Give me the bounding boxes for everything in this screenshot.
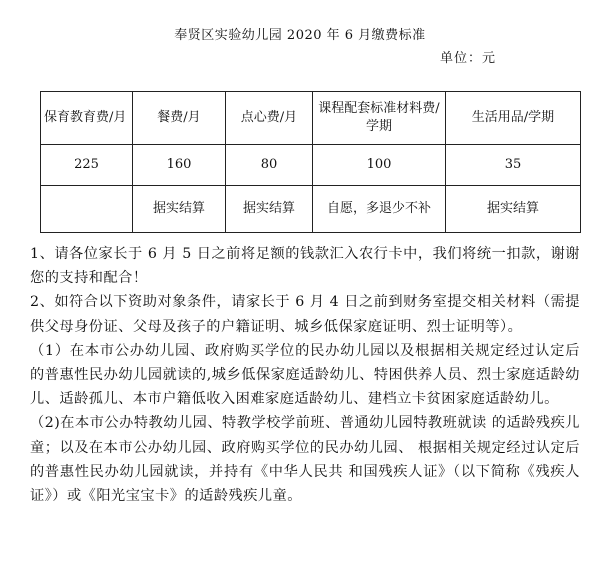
header-snack-fee: 点心费/月 <box>226 92 313 145</box>
table-row <box>41 186 581 233</box>
fee-table <box>40 91 581 233</box>
note-childcare-fee <box>41 186 133 233</box>
header-meal-fee: 餐费/月 <box>133 92 226 145</box>
value-meal-fee: 160 <box>133 145 226 186</box>
note-material-fee: 自愿，多退少不补 <box>313 186 446 233</box>
unit-label: 单位：元 <box>440 51 497 66</box>
header-material-fee: 课程配套标准材料费/学期 <box>313 92 446 145</box>
notes-section <box>30 242 580 508</box>
page-title: 奉贤区实验幼儿园 2020 年 6 月缴费标准 <box>174 28 426 43</box>
value-snack-fee: 80 <box>226 145 313 186</box>
note-meal-fee: 据实结算 <box>133 186 226 233</box>
note-supplies-fee: 据实结算 <box>446 186 581 233</box>
header-childcare-fee: 保育教育费/月 <box>41 92 133 145</box>
header-supplies-fee: 生活用品/学期 <box>446 92 581 145</box>
note-paragraph-2-2: （2)在本市公办特教幼儿园、特教学校学前班、普通幼儿园特教班就读 的适龄残疾儿童；以及在本市公办幼儿园、政府购买学位的民办幼儿园、 根据相关规定经过认定后的普惠性民办幼儿园就读，并持有《中华人民共 和国残疾人证》（以下简称《残疾人证》）或《阳光宝宝卡》的适龄残疾儿童。 <box>30 415 580 505</box>
table-row <box>41 145 581 186</box>
note-paragraph-1: 1、请各位家长于 6 月 5 日之前将足额的钱款汇入农行卡中，我们将统一扣款，谢谢您的支持和配合！ <box>30 246 580 287</box>
value-material-fee: 100 <box>313 145 446 186</box>
note-paragraph-2-1: （1）在本市公办幼儿园、政府购买学位的民办幼儿园以及根据相关规定经过认定后的普惠性民办幼儿园就读的,城乡低保家庭适龄幼儿、特困供养人员、烈士家庭适龄幼儿、适龄孤儿、本市户籍低收入困难家庭适龄幼儿、建档立卡贫困家庭适龄幼儿。 <box>30 342 580 408</box>
value-supplies-fee: 35 <box>446 145 581 186</box>
value-childcare-fee: 225 <box>41 145 133 186</box>
note-paragraph-2: 2、如符合以下资助对象条件，请家长于 6 月 4 日之前到财务室提交相关材料（需提供父母身份证、父母及孩子的户籍证明、城乡低保家庭证明、烈士证明等）。 <box>30 294 580 335</box>
table-header-row <box>41 92 581 145</box>
note-snack-fee: 据实结算 <box>226 186 313 233</box>
